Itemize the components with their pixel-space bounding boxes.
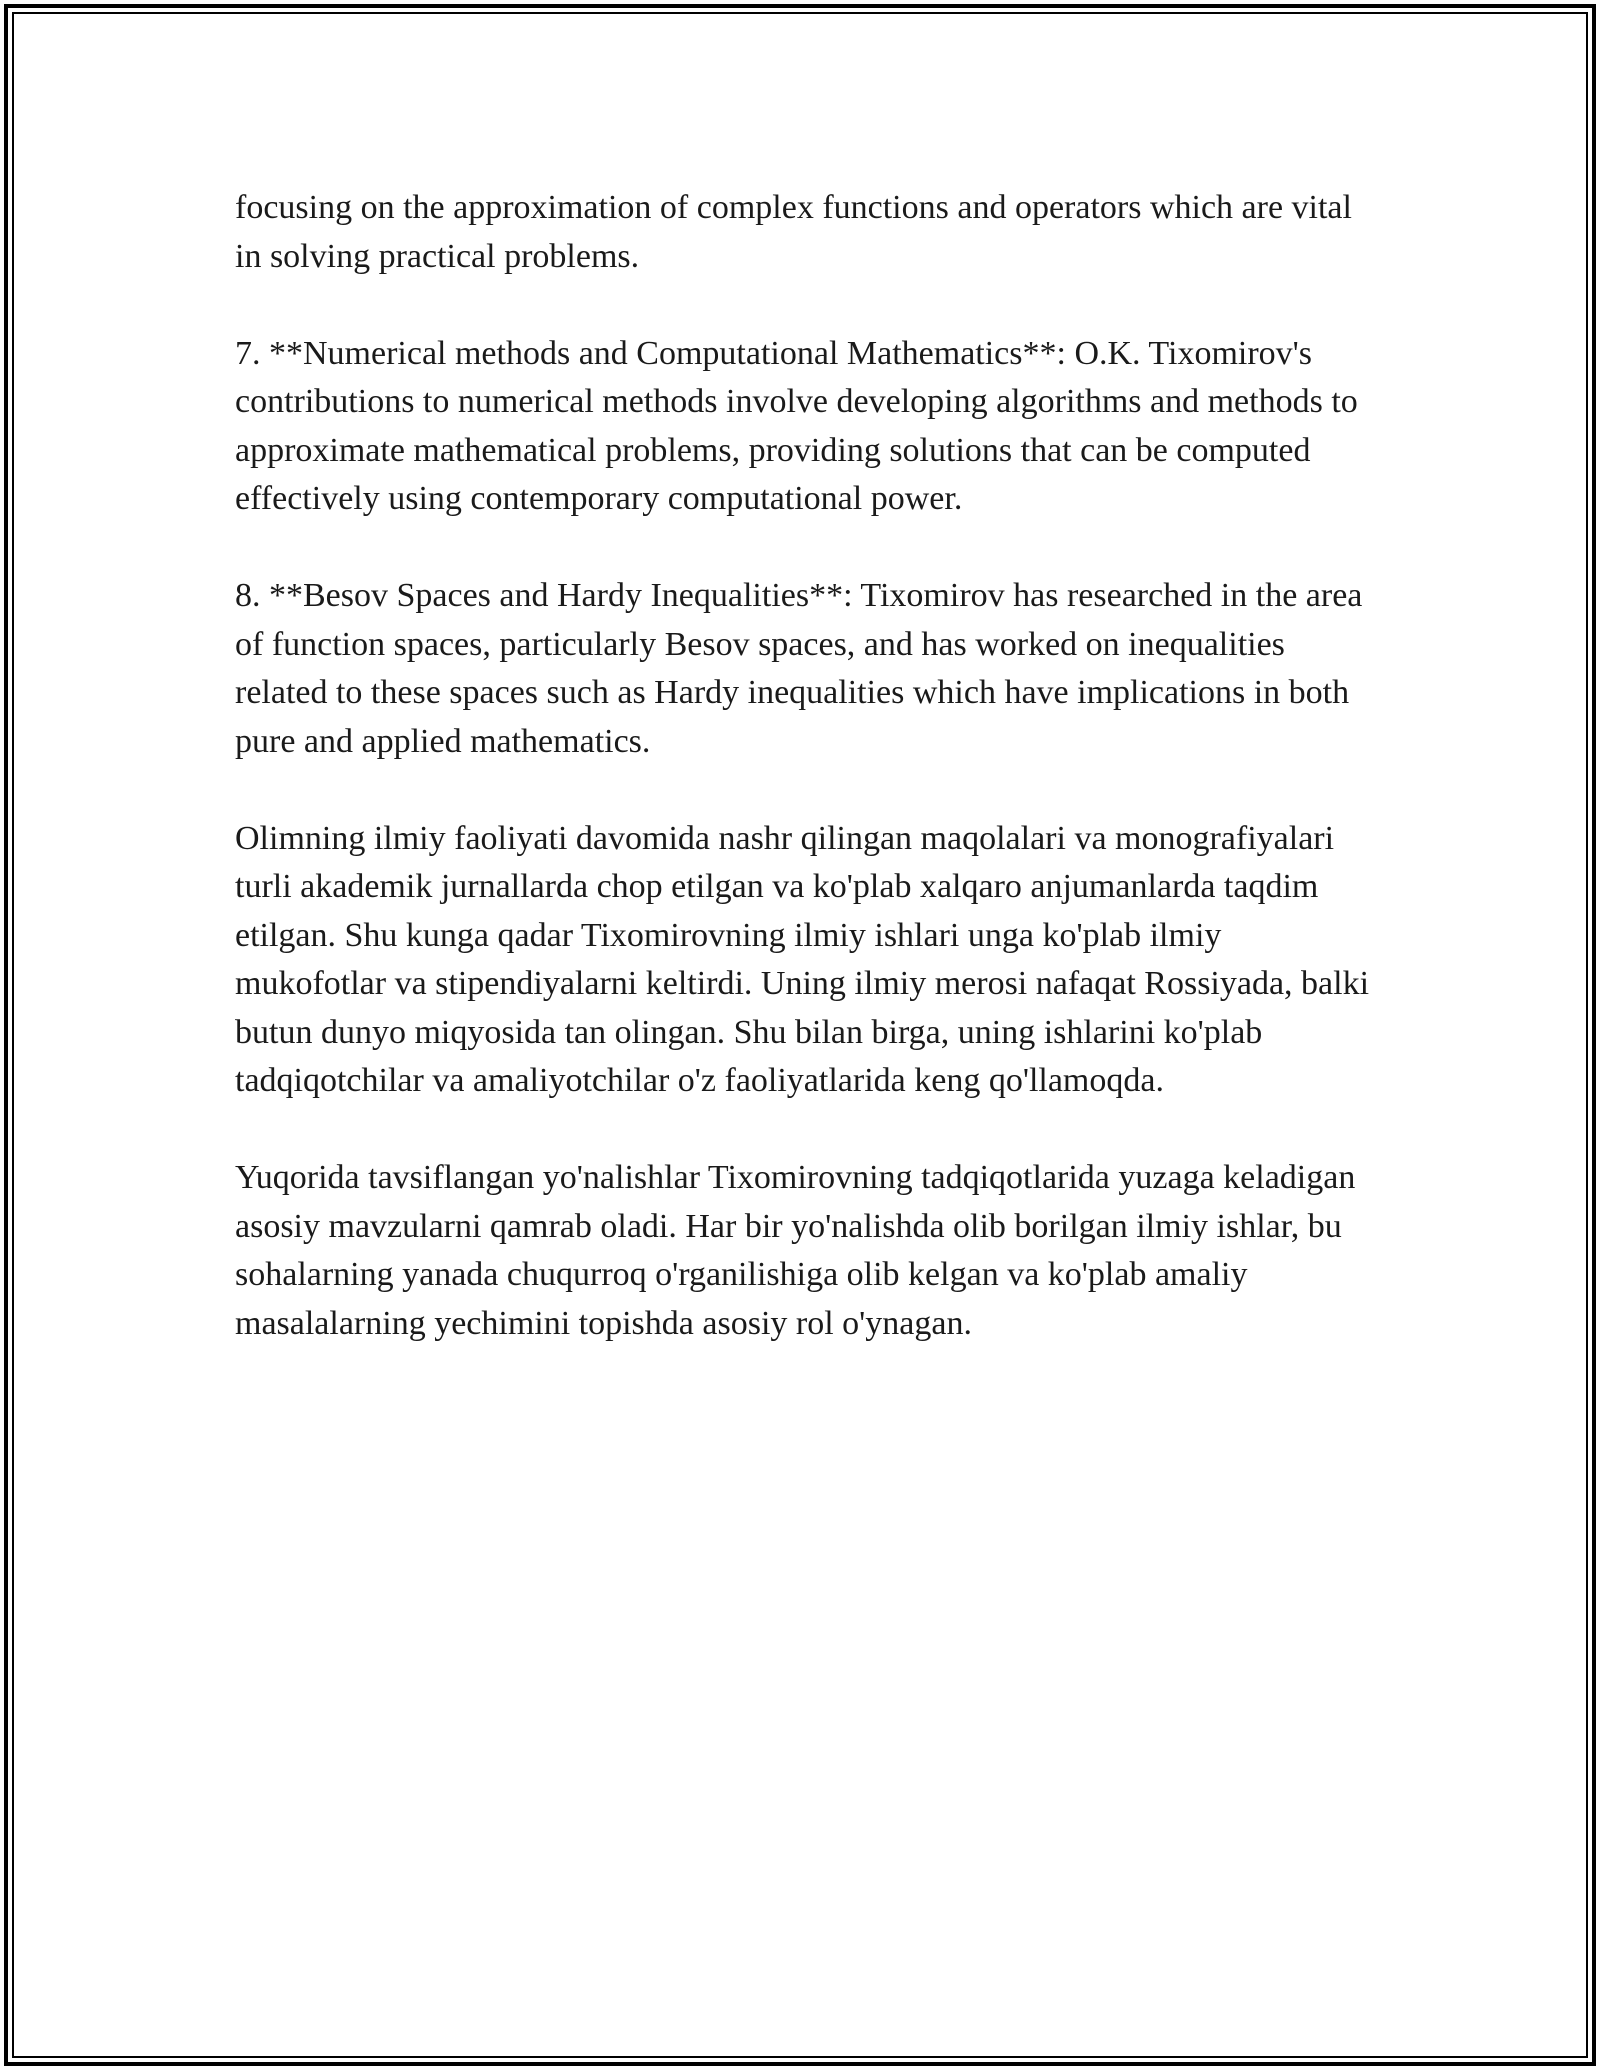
paragraph-numerical-methods: 7. **Numerical methods and Computational Mathematics**: O.K. Tixomirov's contributions to numerical methods involve developing algorithms and methods to approximate mathematical problems, providing solutions that can be computed effectively using contemporary computational power.	[235, 334, 1358, 517]
paragraph-continuation: focusing on the approximation of complex functions and operators which are vital in solving practical problems.	[235, 189, 1352, 275]
document-body	[235, 184, 1375, 1397]
paragraph-summary: Yuqorida tavsiflangan yo'nalishlar Tixomirovning tadqiqotlarida yuzaga keladigan asosiy mavzularni qamrab oladi. Har bir yo'nalishda olib borilgan ilmiy ishlar, bu sohalarning yanada chuqurroq o'rganilishiga olib kelgan va ko'plab amaliy masalalarning yechimini topishda asosiy rol o'ynagan.	[235, 1159, 1356, 1342]
paragraph-besov-spaces: 8. **Besov Spaces and Hardy Inequalities**: Tixomirov has researched in the area of function spaces, particularly Besov spaces, and has worked on inequalities related to these spaces such as Hardy inequalities which have implications in both pure and applied mathematics.	[235, 577, 1363, 760]
paragraph-scientific-activity: Olimning ilmiy faoliyati davomida nashr qilingan maqolalari va monografiyalari turli akademik jurnallarda chop etilgan va ko'plab xalqaro anjumanlarda taqdim etilgan. Shu kunga qadar Tixomirovning ilmiy ishlari unga ko'plab ilmiy mukofotlar va stipendiyalarni keltirdi. Uning ilmiy merosi nafaqat Rossiyada, balki butun dunyo miqyosida tan olingan. Shu bilan birga, uning ishlarini ko'plab tadqiqotchilar va amaliyotchilar o'z faoliyatlarida keng qo'llamoqda.	[235, 819, 1370, 1099]
